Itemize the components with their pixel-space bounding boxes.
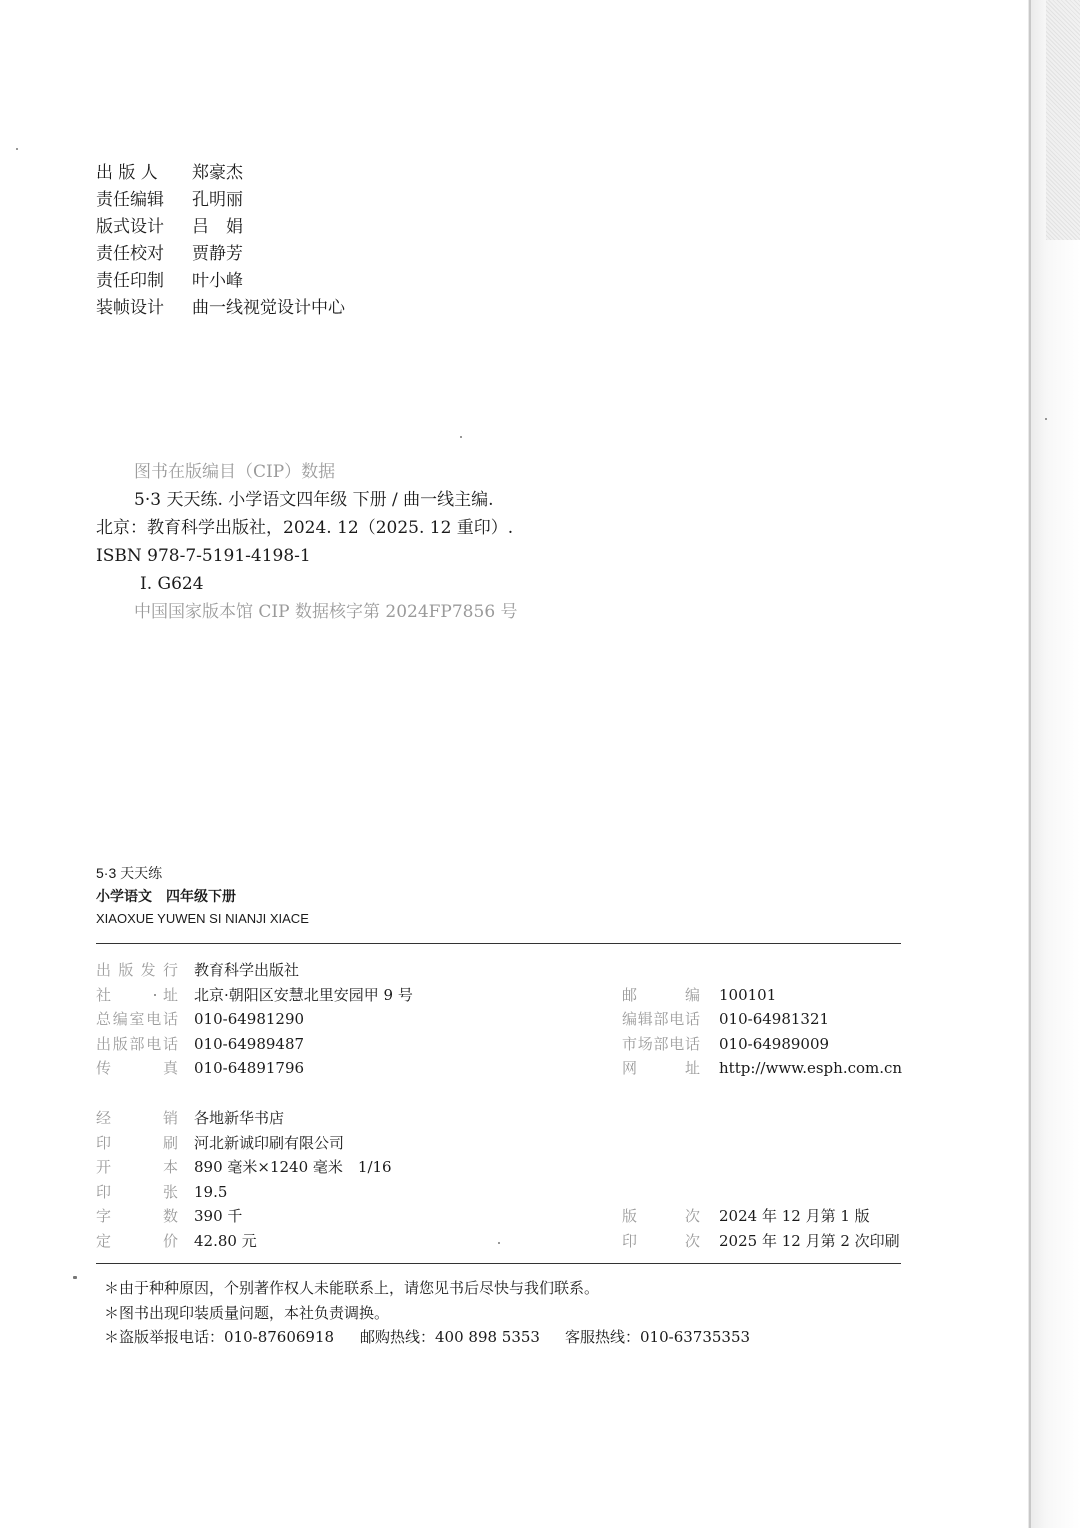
info-value-right: 2024 年 12 月第 1 版 [719, 1207, 870, 1225]
cip-classification-line: Ⅰ. G624 [140, 574, 204, 594]
info-value: 010-64891796 [194, 1059, 305, 1077]
info-value: 010-64981290 [194, 1010, 305, 1028]
staff-label: 责任印制 [96, 271, 164, 291]
info-row [96, 1180, 901, 1205]
info-value: 890 毫米×1240 毫米 1/16 [194, 1158, 392, 1176]
info-row [96, 1229, 901, 1254]
piracy-report-hotline: ＊盗版举报电话：010-87606918 [104, 1328, 335, 1346]
info-label: 印张 [96, 1182, 178, 1201]
cip-heading: 图书在版编目（CIP）数据 [134, 462, 336, 482]
staff-row [96, 211, 345, 238]
cip-isbn-line: ISBN 978-7-5191-4198-1 [96, 546, 311, 566]
staff-label: 装帧设计 [96, 298, 164, 318]
info-label: 出版发行 [96, 961, 178, 979]
publisher-info [96, 958, 901, 1081]
staff-value: 曲一线视觉设计中心 [192, 298, 345, 318]
scan-edge-line [1029, 0, 1031, 1528]
info-value-right: 2025 年 12 月第 2 次印刷 [719, 1231, 900, 1250]
staff-label: 责任编辑 [96, 190, 164, 210]
hotlines-row [104, 1325, 750, 1350]
book-pinyin-title: XIAOXUE YUWEN SI NIANJI XIACE [96, 911, 309, 926]
info-row [96, 1131, 901, 1156]
info-label: 传真 [96, 1059, 178, 1077]
info-label-right: 版次 [622, 1207, 700, 1225]
info-value-right: 100101 [719, 985, 777, 1004]
info-value-right: 010-64981321 [719, 1010, 830, 1028]
info-value: 42.80 元 [194, 1231, 257, 1250]
info-value: 河北新诚印刷有限公司 [194, 1133, 345, 1152]
info-row [96, 1032, 901, 1057]
staff-value: 贾静芳 [192, 244, 243, 264]
info-label-right: 市场部电话 [622, 1034, 700, 1053]
book-title-block [96, 862, 309, 930]
note-quality: ＊图书出现印装质量问题，本社负责调换。 [104, 1303, 390, 1322]
note-copyright: ＊由于种种原因，个别著作权人未能联系上，请您见书后尽快与我们联系。 [104, 1279, 600, 1297]
staff-row [96, 292, 345, 319]
info-label: 总编室电话 [96, 1010, 178, 1028]
cip-publisher-line: 北京：教育科学出版社，2024. 12（2025. 12 重印）. [96, 518, 514, 538]
info-value: 19.5 [194, 1182, 228, 1201]
scan-speck [73, 1276, 77, 1279]
info-value: 010-64989487 [194, 1034, 305, 1053]
cip-record-line: 中国国家版本馆 CIP 数据核字第 2024FP7856 号 [134, 602, 518, 622]
info-value-right: 010-64989009 [719, 1034, 830, 1053]
scan-speck [1045, 418, 1047, 420]
website-link: http://www.esph.com.cn [719, 1059, 903, 1077]
staff-value: 吕 娟 [192, 217, 243, 237]
staff-credits [96, 157, 345, 319]
staff-row [96, 265, 345, 292]
cip-book-line: 5·3 天天练. 小学语文四年级 下册 / 曲一线主编. [134, 490, 494, 510]
scan-speck [16, 148, 18, 150]
info-value: 390 千 [194, 1207, 243, 1225]
info-label-right: 网址 [622, 1059, 700, 1077]
info-row [96, 1204, 901, 1229]
staff-label: 出 版 人 [96, 163, 158, 183]
customer-service-hotline: 客服热线：010-63735353 [565, 1328, 751, 1346]
info-row [96, 958, 901, 983]
staff-value: 叶小峰 [192, 271, 243, 291]
info-row [96, 1155, 901, 1180]
info-label-right: 印次 [622, 1231, 700, 1250]
book-subject: 小学语文 四年级下册 [96, 888, 236, 904]
info-label: 经销 [96, 1109, 178, 1127]
staff-value: 孔明丽 [192, 190, 243, 210]
notes-block [104, 1276, 750, 1350]
info-value: 各地新华书店 [194, 1109, 285, 1127]
info-row [96, 983, 901, 1008]
info-label: 定价 [96, 1231, 178, 1250]
staff-row [96, 157, 345, 184]
info-row [96, 1056, 901, 1081]
scan-edge-shading [1046, 0, 1080, 240]
info-label: 出版部电话 [96, 1034, 178, 1053]
info-label-right: 邮编 [622, 985, 700, 1004]
scan-speck [460, 436, 462, 438]
print-info [96, 1106, 901, 1253]
staff-label: 责任校对 [96, 244, 164, 264]
info-row [96, 1007, 901, 1032]
info-label: 字数 [96, 1207, 178, 1225]
divider-top [96, 943, 901, 944]
staff-label: 版式设计 [96, 217, 164, 237]
book-series: 5·3 天天练 [96, 865, 163, 881]
info-label-right: 编辑部电话 [622, 1010, 700, 1028]
staff-row [96, 238, 345, 265]
staff-row [96, 184, 345, 211]
cip-data-block [96, 458, 518, 626]
info-label: 印刷 [96, 1133, 178, 1152]
info-label: 开本 [96, 1158, 178, 1176]
info-value: 北京·朝阳区安慧北里安园甲 9 号 [194, 985, 413, 1004]
mail-order-hotline: 邮购热线：400 898 5353 [360, 1328, 540, 1346]
staff-value: 郑豪杰 [192, 163, 243, 183]
info-label: 社址 [96, 985, 178, 1004]
divider-bottom [96, 1263, 901, 1264]
info-row [96, 1106, 901, 1131]
info-value: 教育科学出版社 [194, 961, 300, 979]
